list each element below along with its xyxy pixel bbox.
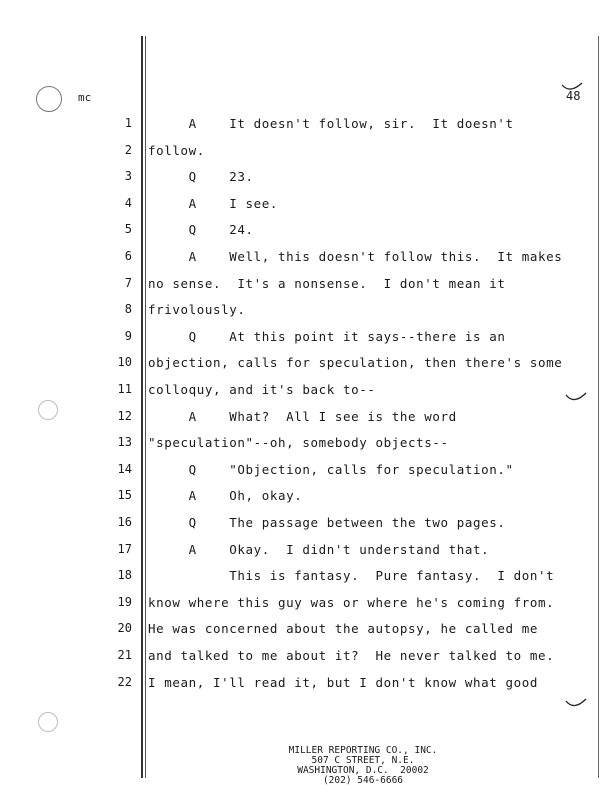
page-number: 48 bbox=[566, 89, 581, 103]
transcript-line-text: Q The passage between the two pages. bbox=[148, 515, 506, 530]
line-number: 3 bbox=[124, 169, 132, 183]
transcript-line-text: A Oh, okay. bbox=[148, 488, 303, 503]
check-mark-top bbox=[560, 82, 584, 96]
line-number: 5 bbox=[124, 222, 132, 236]
line-number: 7 bbox=[124, 276, 132, 290]
transcript-line-text: A I see. bbox=[148, 196, 279, 211]
line-number: 8 bbox=[124, 302, 132, 316]
punch-hole-bottom bbox=[38, 712, 58, 732]
transcript-line-text: He was concerned about the autopsy, he called me bbox=[148, 621, 539, 636]
line-number: 12 bbox=[117, 409, 132, 423]
transcript-line-text: I mean, I'll read it, but I don't know what good bbox=[148, 675, 539, 690]
transcript-line-text: A It doesn't follow, sir. It doesn't bbox=[148, 116, 514, 131]
transcript-line-text: and talked to me about it? He never talked to me. bbox=[148, 648, 555, 663]
line-number: 9 bbox=[124, 329, 132, 343]
right-margin-rule bbox=[598, 36, 599, 778]
punch-hole-top bbox=[36, 86, 62, 112]
line-number: 18 bbox=[117, 568, 132, 582]
transcript-line-text: objection, calls for speculation, then there's some bbox=[148, 355, 563, 370]
line-number: 19 bbox=[117, 595, 132, 609]
transcript-line-text: frivolously. bbox=[148, 302, 246, 317]
line-number: 20 bbox=[117, 621, 132, 635]
line-number: 22 bbox=[117, 675, 132, 689]
punch-hole-middle bbox=[38, 400, 58, 420]
footer-street: 507 C STREET, N.E. bbox=[311, 755, 415, 766]
transcript-line-text: follow. bbox=[148, 143, 205, 158]
line-number: 11 bbox=[117, 382, 132, 396]
footer-company: MILLER REPORTING CO., INC. bbox=[288, 745, 438, 756]
line-number: 13 bbox=[117, 435, 132, 449]
transcript-line-text: A Well, this doesn't follow this. It makes bbox=[148, 249, 563, 264]
line-number: 17 bbox=[117, 542, 132, 556]
left-margin-rule bbox=[141, 36, 146, 778]
line-number: 14 bbox=[117, 462, 132, 476]
line-number: 1 bbox=[124, 116, 132, 130]
transcript-line-text: A What? All I see is the word bbox=[148, 409, 457, 424]
transcript-line-text: A Okay. I didn't understand that. bbox=[148, 542, 490, 557]
transcript-line-text: colloquy, and it's back to-- bbox=[148, 382, 376, 397]
transcript-line-text: Q "Objection, calls for speculation." bbox=[148, 462, 514, 477]
line-number: 16 bbox=[117, 515, 132, 529]
reporter-initials: mc bbox=[78, 91, 92, 104]
line-number: 4 bbox=[124, 196, 132, 210]
line-number: 2 bbox=[124, 143, 132, 157]
check-mark-middle bbox=[564, 392, 588, 406]
footer-phone: (202) 546-6666 bbox=[322, 775, 404, 786]
check-mark-bottom bbox=[564, 698, 588, 712]
transcript-line-text: Q At this point it says--there is an bbox=[148, 329, 506, 344]
line-number: 6 bbox=[124, 249, 132, 263]
line-number: 15 bbox=[117, 488, 132, 502]
transcript-line-text: no sense. It's a nonsense. I don't mean it bbox=[148, 276, 506, 291]
transcript-line-text: Q 23. bbox=[148, 169, 254, 184]
transcript-line-text: know where this guy was or where he's coming from. bbox=[148, 595, 555, 610]
footer-city: WASHINGTON, D.C. 20002 bbox=[297, 765, 429, 776]
transcript-line-text: This is fantasy. Pure fantasy. I don't bbox=[148, 568, 555, 583]
reporting-company-footer bbox=[238, 746, 488, 786]
transcript-line-text: Q 24. bbox=[148, 222, 254, 237]
transcript-line-text: "speculation"--oh, somebody objects-- bbox=[148, 435, 449, 450]
line-number: 21 bbox=[117, 648, 132, 662]
line-number: 10 bbox=[117, 355, 132, 369]
